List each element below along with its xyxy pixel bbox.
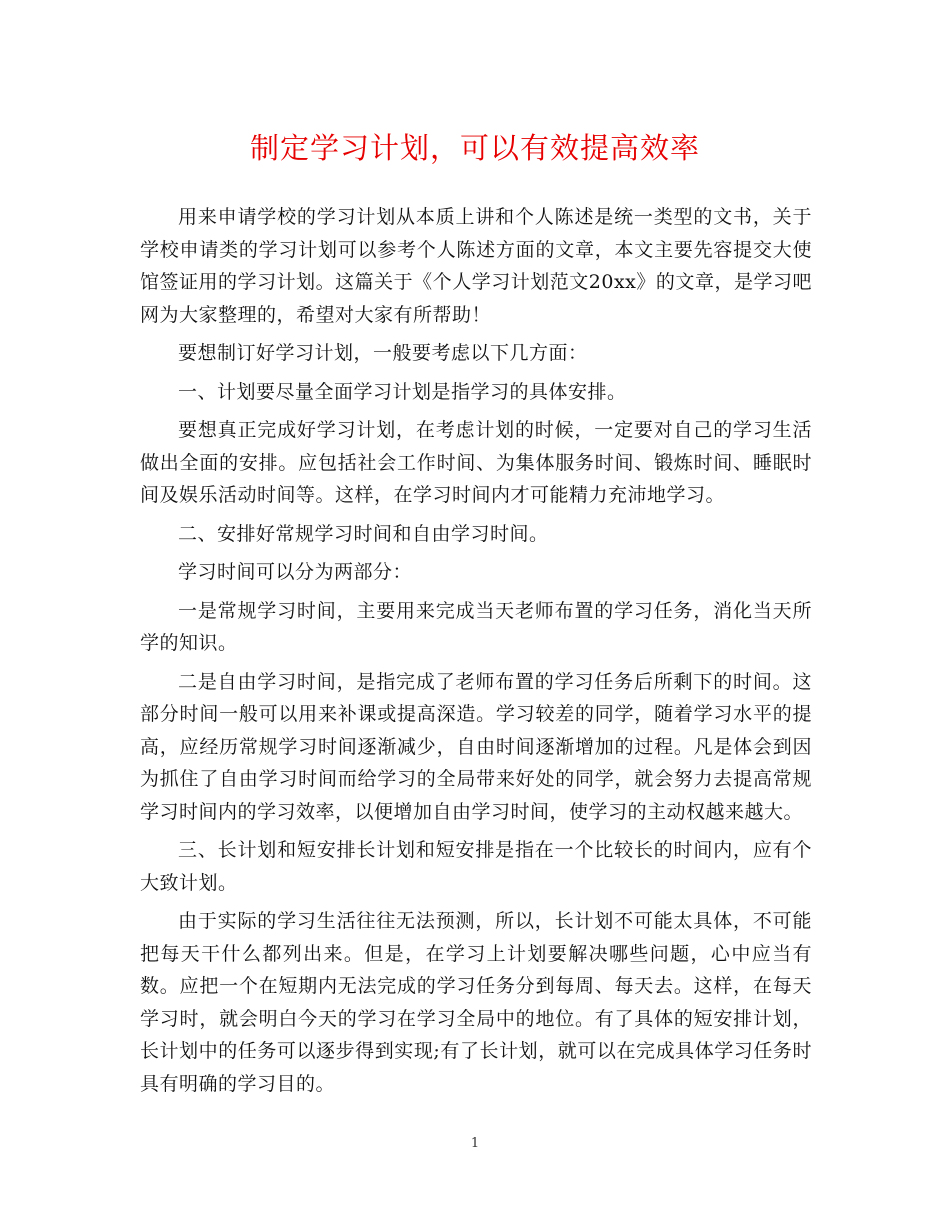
page-number: 1 xyxy=(470,1136,480,1151)
paragraph-regular-study-time: 一是常规学习时间，主要用来完成当天老师布置的学习任务，消化当天所学的知识。 xyxy=(140,599,812,654)
paragraph-section-one-heading: 一、计划要尽量全面学习计划是指学习的具体安排。 xyxy=(178,380,627,403)
document-title: 制定学习计划，可以有效提高效率 xyxy=(249,131,700,165)
paragraph-intro: 用来申请学校的学习计划从本质上讲和个人陈述是统一类型的文书，关于学校申请类的学习计划可以参考个人陈述方面的文章，本文主要先容提交大使馆签证用的学习计划。这篇关于《个人学习计划范文20xx》的文章，是学习吧网为大家整理的，希望对大家有所帮助！ xyxy=(140,206,812,326)
paragraph-section-three-body: 由于实际的学习生活往往无法预测，所以，长计划不可能太具体，不可能把每天干什么都列出来。但是，在学习上计划要解决哪些问题，心中应当有数。应把一个在短期内无法完成的学习任务分到每周、每天去。这样，在每天学习时，就会明白今天的学习在学习全局中的地位。有了具体的短安排计划，长计划中的任务可以逐步得到实现;有了长计划，就可以在完成具体学习任务时具有明确的学习目的。 xyxy=(140,910,812,1095)
paragraph-considerations: 要想制订好学习计划，一般要考虑以下几方面： xyxy=(178,342,588,364)
paragraph-study-time-parts: 学习时间可以分为两部分： xyxy=(178,561,413,583)
paragraph-section-one-body: 要想真正完成好学习计划，在考虑计划的时候，一定要对自己的学习生活做出全面的安排。应包括社会工作时间、为集体服务时间、锻炼时间、睡眠时间及娱乐活动时间等。这样，在学习时间内才可能精力充沛地学习。 xyxy=(140,419,812,506)
paragraph-section-three-heading: 三、长计划和短安排长计划和短安排是指在一个比较长的时间内，应有个大致计划。 xyxy=(140,839,812,894)
paragraph-free-study-time: 二是自由学习时间，是指完成了老师布置的学习任务后所剩下的时间。这部分时间一般可以用来补课或提高深造。学习较差的同学，随着学习水平的提高，应经历常规学习时间逐渐减少，自由时间逐渐增加的过程。凡是体会到因为抓住了自由学习时间而给学习的全局带来好处的同学，就会努力去提高常规学习时间内的学习效率，以便增加自由学习时间，使学习的主动权越来越大。 xyxy=(140,670,812,823)
paragraph-section-two-heading: 二、安排好常规学习时间和自由学习时间。 xyxy=(178,522,549,545)
document-body xyxy=(140,201,812,1106)
